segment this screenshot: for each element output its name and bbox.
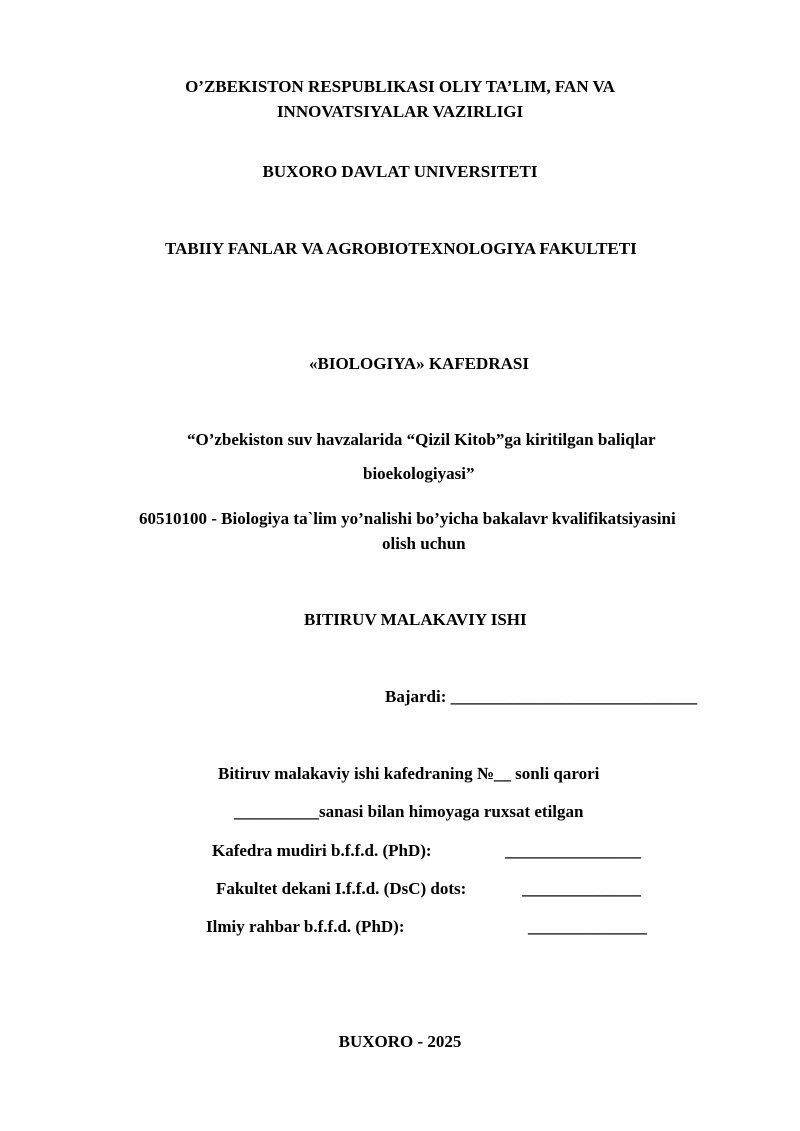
qualification-line-1: 60510100 - Biologiya ta`lim yo’nalishi bo’yicha bakalavr kvalifikatsiyasini bbox=[139, 509, 676, 528]
qualification-line-2: olish uchun bbox=[382, 534, 466, 553]
signature-label-supervisor: Ilmiy rahbar b.f.f.d. (PhD): bbox=[206, 917, 405, 936]
author-label: Bajardi: bbox=[385, 687, 447, 706]
university-name: BUXORO DAVLAT UNIVERSITETI bbox=[262, 162, 538, 181]
faculty-name: TABIIY FANLAR VA AGROBIOTEXNOLOGIYA FAKULTETI bbox=[165, 239, 637, 258]
ministry-line-2: INNOVATSIYALAR VAZIRLIGI bbox=[276, 102, 524, 121]
signature-blank-dean: ______________ bbox=[522, 879, 641, 898]
ministry-line-1: O’ZBEKISTON RESPUBLIKASI OLIY TA’LIM, FAN VA bbox=[185, 77, 615, 96]
approval-line-1: Bitiruv malakaviy ishi kafedraning №__ sonli qarori bbox=[218, 764, 600, 783]
author-blank: _____________________________ bbox=[450, 687, 698, 706]
author-row bbox=[385, 688, 697, 705]
topic-line-2: bioekologiyasi” bbox=[363, 464, 475, 483]
signature-label-head: Kafedra mudiri b.f.f.d. (PhD): bbox=[212, 841, 432, 860]
signature-blank-supervisor: ______________ bbox=[528, 917, 647, 936]
department-name: «BIOLOGIYA» KAFEDRASI bbox=[309, 354, 529, 373]
signature-blank-head: ________________ bbox=[505, 841, 641, 860]
footer-city-year: BUXORO - 2025 bbox=[338, 1032, 462, 1051]
approval-line-2: __________sanasi bilan himoyaga ruxsat etilgan bbox=[234, 802, 584, 821]
signature-label-dean: Fakultet dekani I.f.f.d. (DsC) dots: bbox=[216, 879, 467, 898]
work-type-title: BITIRUV MALAKAVIY ISHI bbox=[304, 610, 527, 629]
topic-line-1: “O’zbekiston suv havzalarida “Qizil Kitob”ga kiritilgan baliqlar bbox=[187, 430, 656, 449]
